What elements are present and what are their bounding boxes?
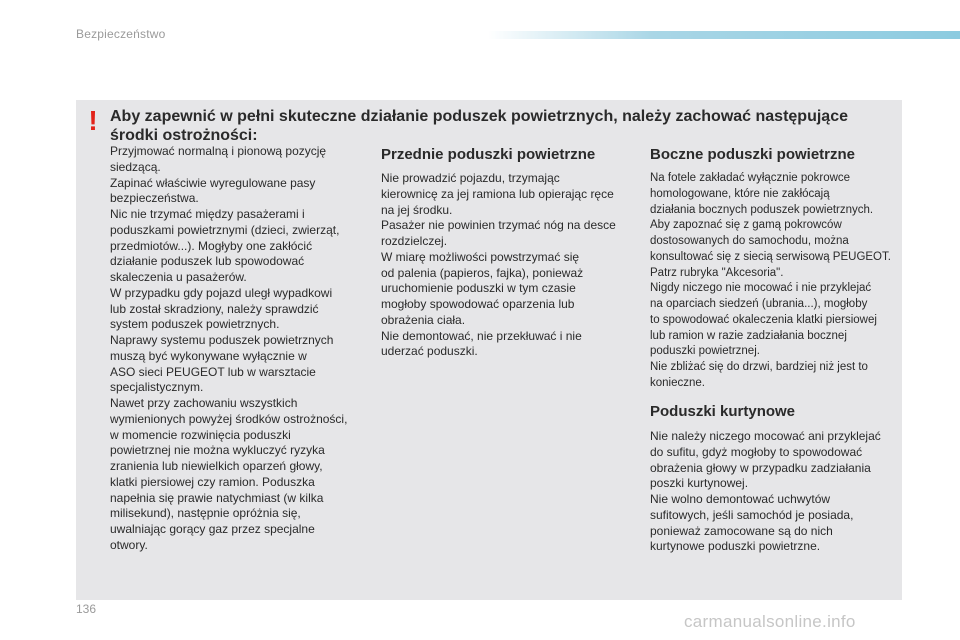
header-accent-bar [488, 31, 960, 39]
section-title: Bezpieczeństwo [76, 27, 166, 41]
side-airbags-heading: Boczne poduszki powietrzne [650, 146, 856, 163]
page-number: 136 [76, 602, 97, 616]
warning-heading: Aby zapewnić w pełni skuteczne działanie poduszek powietrznych, należy zachować następujące środki ostrożności: [110, 108, 848, 144]
general-precautions-text: Przyjmować normalną i pionową pozycję siedzącą. Zapinać właściwie wyregulowane pasy bezpieczeństwa. Nic nie trzymać między pasażerami i poduszkami powietrznymi (dzieci, zwierząt, przedmiotów...). Mogłyby one zakłócić działanie poduszek lub spowodować skaleczenia u pasażerów. W przypadku gdy pojazd uległ wypadkowi lub został skradziony, należy sprawdzić system poduszek powietrznych. Naprawy systemu poduszek powietrznych muszą być wykonywane wyłącznie w ASO sieci PEUGEOT lub w warsztacie specjalistycznym. Nawet przy zachowaniu wszystkich wymienionych powyżej środków ostrożności, w momencie rozwinięcia poduszki powietrznej nie można wykluczyć ryzyka zranienia lub niewielkich oparzeń głowy, klatki piersiowej czy ramion. Poduszka napełnia się prawie natychmiast (w kilka milisekund), następnie opróżnia się, uwalniając gorący gaz przez specjalne otwory. [110, 144, 348, 552]
curtain-airbags-text: Nie należy niczego mocować ani przyklejać do sufitu, gdyż mogłoby to spowodować obrażenia głowy w przypadku zadziałania poszki kurtynowej. Nie wolno demontować uchwytów sufitowych, jeśli samochód je posiada, ponieważ zamocowane są do nich kurtynowe poduszki powietrzne. [650, 429, 881, 554]
side-airbags-text: Na fotele zakładać wyłącznie pokrowce homologowane, które nie zakłócają działania bocznych poduszek powietrznych. Aby zapoznać się z gamą pokrowców dostosowanych do samochodu, można konsultować się z siecią serwisową PEUGEOT. Patrz rubryka "Akcesoria". Nigdy niczego nie mocować i nie przyklejać na oparciach siedzeń (ubrania...), mogłoby to spowodować okaleczenia klatki piersiowej lub ramion w razie zadziałania bocznej poduszki powietrznej. Nie zbliżać się do drzwi, bardziej niż jest to konieczne. [650, 172, 891, 389]
watermark: carmanualsonline.info [684, 612, 856, 631]
exclamation-icon: ! [88, 105, 98, 136]
front-airbags-text: Nie prowadzić pojazdu, trzymając kierownicę za jej ramiona lub opierając ręce na jej środku. Pasażer nie powinien trzymać nóg na desce rozdzielczej. W miarę możliwości powstrzymać się od palenia (papieros, fajka), ponieważ uruchomienie poduszki w tym czasie mogłoby spowodować oparzenia lub obrażenia ciała. Nie demontować, nie przekłuwać i nie uderzać poduszki. [381, 171, 616, 359]
front-airbags-heading: Przednie poduszki powietrzne [381, 146, 596, 163]
curtain-airbags-heading: Poduszki kurtynowe [650, 403, 796, 420]
